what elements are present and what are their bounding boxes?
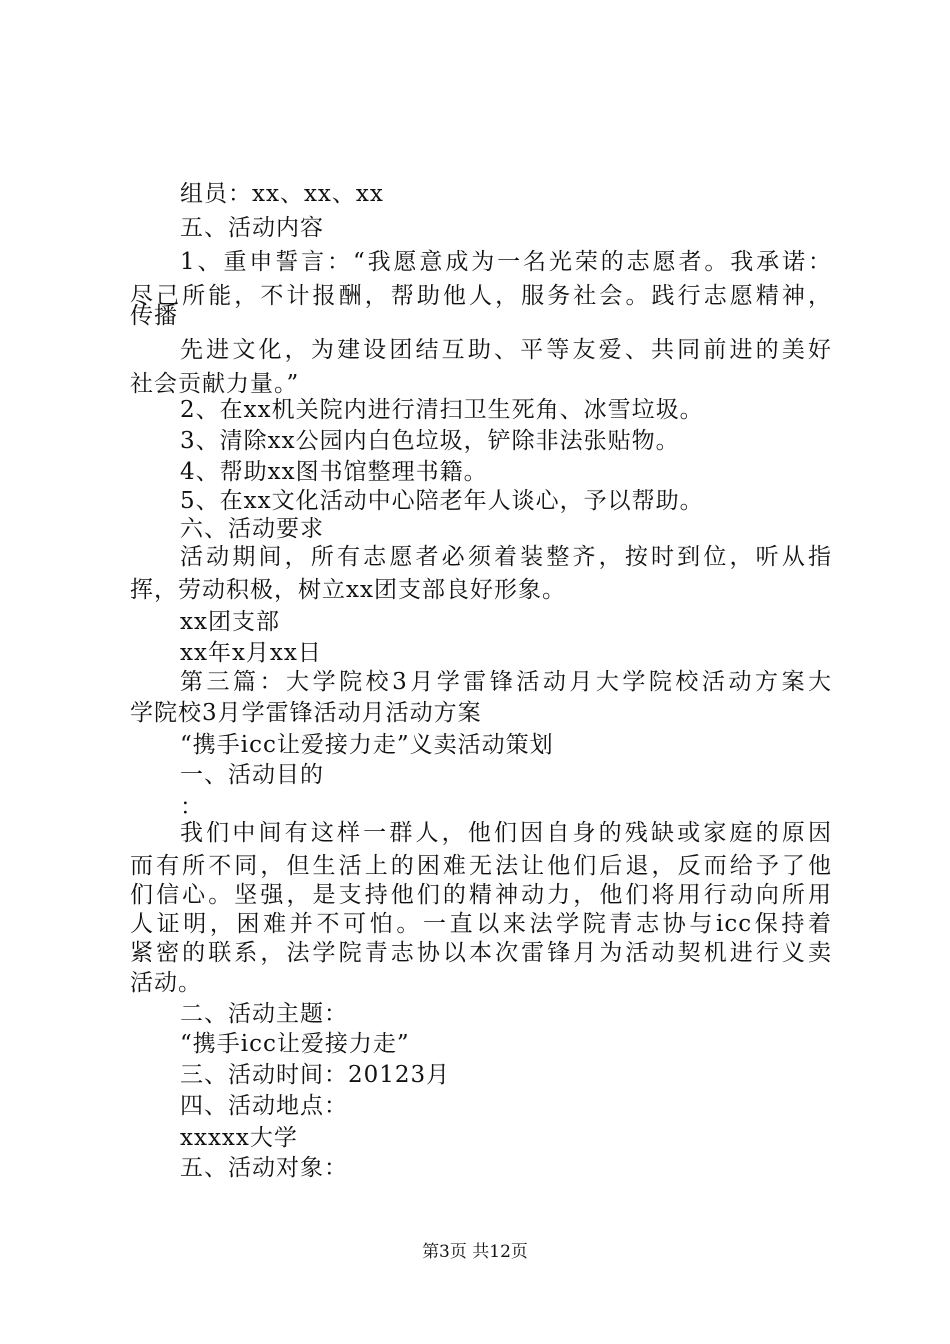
section-heading: 五、活动内容 [180,215,324,241]
section-heading: 四、活动地点： [180,1093,348,1119]
signature-date: xx年x月xx日 [180,640,322,666]
text-line: 活动。 [130,970,202,996]
list-item: 2、在xx机关院内进行清扫卫生死角、冰雪垃圾。 [180,397,704,423]
text-line: xxxxx大学 [180,1125,298,1151]
text-line: 而有所不同，但生活上的困难无法让他们后退，反而给予了他 [130,853,832,879]
text-line: 传播 [130,303,178,329]
text-line: 1、重申誓言：“我愿意成为一名光荣的志愿者。我承诺： [180,249,832,275]
list-item: 3、清除xx公园内白色垃圾，铲除非法张贴物。 [180,428,680,454]
section-heading: 六、活动要求 [180,516,324,542]
text-line: “携手icc让爱接力走” [180,1031,410,1057]
text-line: 组员：xx、xx、xx [180,181,384,207]
text-line: 先进文化，为建设团结互助、平等友爱、共同前进的美好 [180,337,832,363]
text-line: 社会贡献力量。” [130,371,300,397]
list-item: 4、帮助xx图书馆整理书籍。 [180,459,488,485]
signature-org: xx团支部 [180,609,280,635]
chapter-title: 第三篇：大学院校3月学雷锋活动月大学院校活动方案大 [180,669,832,695]
section-heading: 一、活动目的 [180,762,324,788]
list-item: 5、在xx文化活动中心陪老年人谈心，予以帮助。 [180,488,704,514]
section-heading: 三、活动时间：20123月 [180,1062,451,1088]
text-line: 紧密的联系，法学院青志协以本次雷锋月为活动契机进行义卖 [130,940,832,966]
section-heading: 五、活动对象： [180,1155,348,1181]
text-line: 尽己所能，不计报酬，帮助他人，服务社会。践行志愿精神， [130,283,832,309]
text-line: 我们中间有这样一群人，他们因自身的残缺或家庭的原因 [180,820,832,846]
chapter-title: 学院校3月学雷锋活动月活动方案 [130,700,482,726]
section-heading: 二、活动主题： [180,1001,348,1027]
text-line: ： [180,794,204,820]
page-footer: 第3页 共12页 [422,1242,528,1262]
text-line: 们信心。坚强，是支持他们的精神动力，他们将用行动向所用 [130,882,832,908]
text-line: 人证明，困难并不可怕。一直以来法学院青志协与icc保持着 [130,911,832,937]
text-line: 活动期间，所有志愿者必须着装整齐，按时到位，听从指 [180,544,832,570]
subtitle: “携手icc让爱接力走”义卖活动策划 [180,732,554,758]
text-line: 挥，劳动积极，树立xx团支部良好形象。 [130,577,566,603]
